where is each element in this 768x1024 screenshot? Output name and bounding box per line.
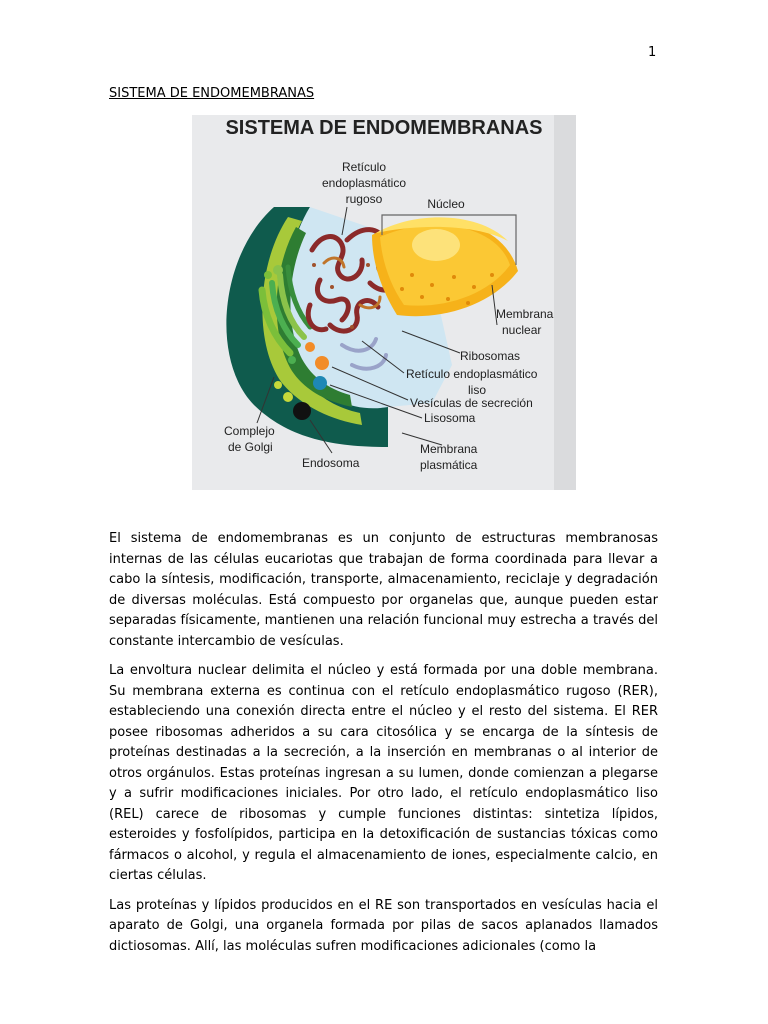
label-lysosome: Lisosoma: [424, 411, 476, 425]
endomembrane-figure: [192, 115, 576, 490]
nucleolus-shape: [412, 229, 460, 261]
page-number: 1: [648, 45, 657, 60]
label-nucleus: Núcleo: [427, 197, 465, 211]
endomembrane-diagram: [192, 115, 576, 490]
label-ser-2: liso: [468, 383, 487, 397]
label-nuclear-membrane-1: Membrana: [496, 307, 554, 321]
body-text: [109, 529, 658, 966]
vesicle-shape: [315, 356, 329, 370]
label-ribosomes: Ribosomas: [460, 349, 521, 363]
label-nuclear-membrane-2: nuclear: [502, 323, 542, 337]
label-endosome: Endosoma: [302, 456, 360, 470]
label-rer-1: Retículo: [341, 160, 387, 174]
label-plasma-membrane-2: plasmática: [420, 458, 478, 472]
label-ser-1: Retículo endoplasmático: [406, 367, 538, 381]
label-plasma-membrane-1: Membrana: [420, 442, 478, 456]
endosome-shape: [293, 402, 311, 420]
paragraph-2: La envoltura nuclear delimita el núcleo y está formada por una doble membrana. Su membrana externa es continua con el retículo endoplasmático rugoso (RER), estableciendo una conexión directa entre el núcleo y el resto del sistema. El RER posee ribosomas adheridos a su cara citosólica y se encarga de la síntesis de proteínas destinadas a la secreción, a la inserción en membranas o al interior de otros orgánulos. Estas proteínas ingresan a su lumen, donde comienzan a plegarse y a sufrir modificaciones iniciales. Por otro lado, el retículo endoplasmático liso (REL) carece de ribosomas y cumple funciones distintas: sintetiza lípidos, esteroides y fosfolípidos, participa en la detoxificación de sustancias tóxicas como fármacos o alcohol, y regula el almacenamiento de iones, especialmente calcio, en ciertas células.: [109, 663, 658, 883]
label-golgi-2: de Golgi: [228, 440, 273, 454]
paragraph-1: El sistema de endomembranas es un conjunto de estructuras membranosas internas de las células eucariotas que trabajan de forma coordinada para llevar a cabo la síntesis, modificación, transporte, almacenamiento, reciclaje y degradación de diversas moléculas. Está compuesto por organelas que, aunque pueden estar separadas físicamente, mantienen una relación funcional muy estrecha a través del constante intercambio de vesículas.: [109, 531, 658, 649]
document-heading: SISTEMA DE ENDOMEMBRANAS: [109, 86, 315, 101]
paragraph-3: Las proteínas y lípidos producidos en el RE son transportados en vesículas hacia el aparato de Golgi, una organela formada por pilas de sacos aplanados llamados dictiosomas. Allí, las moléculas sufren modificaciones adicionales (como la: [109, 897, 658, 954]
label-golgi-1: Complejo: [224, 424, 275, 438]
label-vesicles: Vesículas de secreción: [410, 396, 533, 410]
lysosome-shape: [313, 376, 327, 390]
label-rer-3: rugoso: [345, 192, 383, 206]
figure-title: SISTEMA DE ENDOMEMBRANAS: [225, 117, 543, 139]
label-rer-2: endoplasmático: [321, 176, 407, 190]
